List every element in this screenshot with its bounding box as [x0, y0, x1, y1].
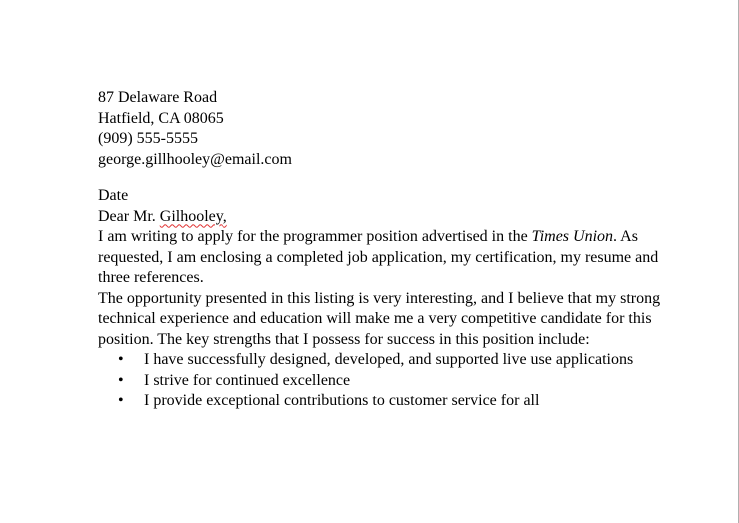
list-item [98, 391, 678, 412]
address-phone: (909) 555-5555 [98, 130, 198, 147]
bullet-icon: • [118, 371, 124, 389]
address-street: 87 Delaware Road [98, 89, 218, 106]
address-city: Hatfield, CA 08065 [98, 109, 224, 127]
cover-letter-body [98, 88, 678, 412]
strength-text: I have successfully designed, developed, and supported live use applications [144, 351, 634, 368]
strengths-list [98, 350, 678, 412]
paragraph-intro [98, 227, 678, 289]
salutation-name: Gilhooley [159, 207, 223, 225]
sender-address-block [98, 88, 678, 170]
salutation-prefix: Dear Mr. [98, 207, 160, 225]
strength-text: I provide exceptional contributions to customer service for all [144, 392, 540, 409]
bullet-icon: • [118, 351, 124, 368]
salutation-name-misspelled [160, 208, 227, 225]
paragraph-strengths-intro: The opportunity presented in this listing is very interesting, and I believe that my strong technical experience and education will make me a very competitive candidate for this position. The key strengths that I possess for success in this position include: [98, 289, 661, 348]
address-email: george.gillhooley@email.com [98, 150, 292, 168]
paragraph-intro-after: . As requested, I am enclosing a completed job application, my certification, my resume and three references. [98, 228, 659, 286]
salutation [98, 207, 678, 228]
paragraph-intro-before: I am writing to apply for the programmer position advertised in the [98, 228, 532, 245]
strength-text: I strive for continued excellence [144, 371, 351, 389]
bullet-icon: • [118, 392, 124, 409]
salutation-suffix: , [222, 207, 227, 225]
letter-date: Date [98, 187, 129, 204]
publication-name: Times Union [531, 228, 614, 245]
list-item [98, 371, 678, 392]
list-item [98, 350, 678, 371]
